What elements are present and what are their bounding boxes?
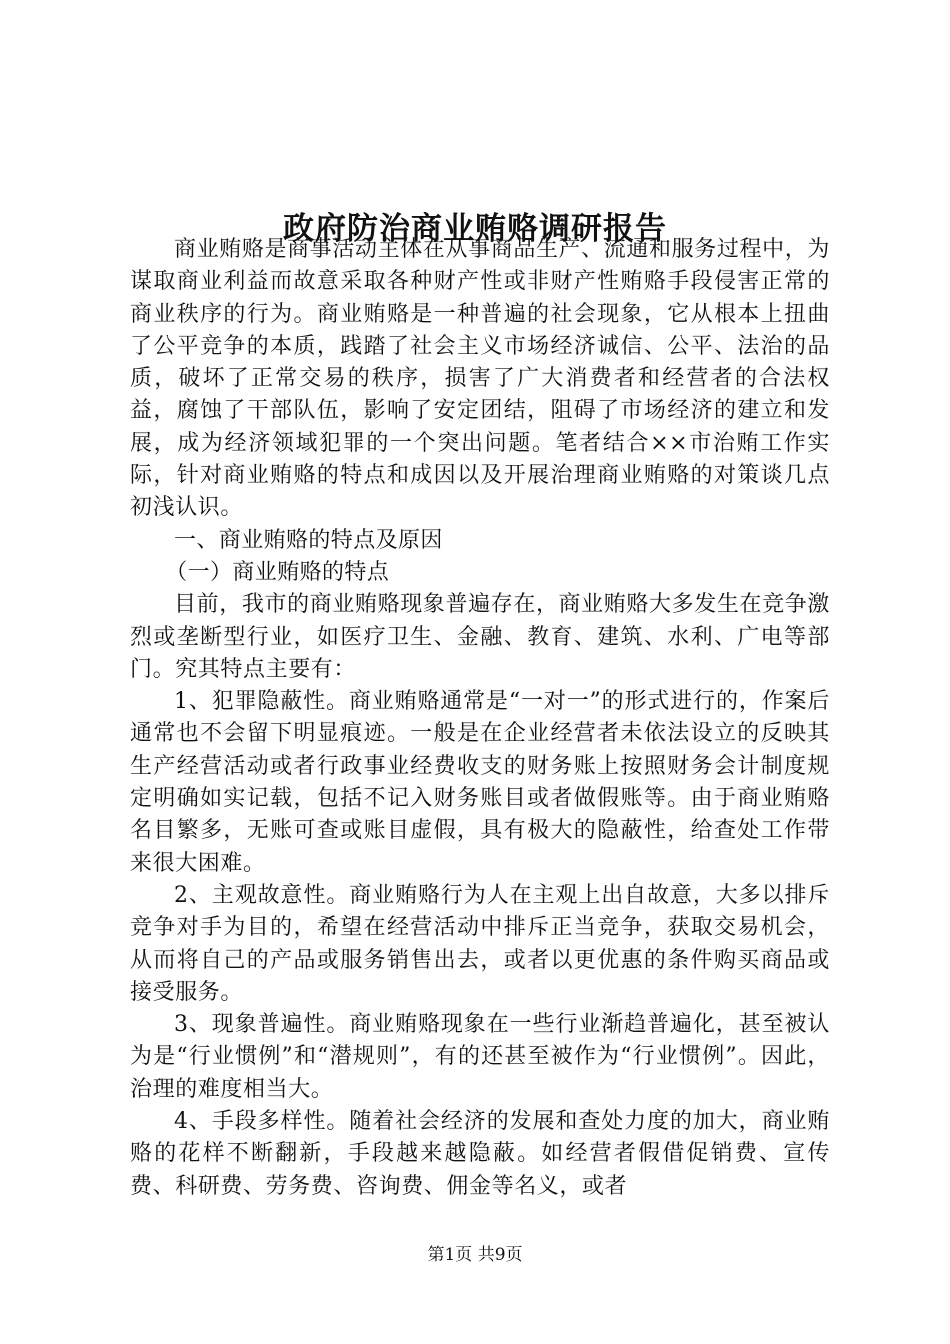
subsection-heading-1: （一）商业贿赂的特点 — [165, 559, 390, 585]
feature-paragraph-1: 1、犯罪隐蔽性。商业贿赂通常是“一对一”的形式进行的，作案后通常也不会留下明显痕迹。一般是在企业经营者未依法设立的反映其生产经营活动或者行政事业经费收支的财务账上按照财务会计制度规定明确如实记载，包括不记入财务账目或者做假账等。由于商业贿赂名目繁多，无账可查或账目虚假，具有极大的隐蔽性，给查处工作带来很大困难。 — [130, 689, 830, 876]
feature-paragraph-3: 3、现象普遍性。商业贿赂现象在一些行业渐趋普遍化，甚至被认为是“行业惯例”和“潜规则”，有的还甚至被作为“行业惯例”。因此，治理的难度相当大。 — [130, 1012, 830, 1102]
page-footer: 第1页 共9页 — [427, 1245, 523, 1265]
features-intro-paragraph: 目前，我市的商业贿赂现象普遍存在，商业贿赂大多发生在竞争激烈或垄断型行业，如医疗卫生、金融、教育、建筑、水利、广电等部门。究其特点主要有： — [130, 592, 830, 682]
document-body — [130, 234, 830, 1203]
section-heading-1: 一、商业贿赂的特点及原因 — [174, 527, 443, 553]
feature-paragraph-4: 4、手段多样性。随着社会经济的发展和查处力度的加大，商业贿赂的花样不断翻新，手段越来越隐蔽。如经营者假借促销费、宣传费、科研费、劳务费、咨询费、佣金等名义，或者 — [130, 1109, 830, 1199]
feature-paragraph-2: 2、主观故意性。商业贿赂行为人在主观上出自故意，大多以排斥竞争对手为目的，希望在经营活动中排斥正当竞争，获取交易机会，从而将自己的产品或服务销售出去，或者以更优惠的条件购买商品或接受服务。 — [130, 882, 830, 1005]
document-title: 政府防治商业贿赂调研报告 — [283, 210, 667, 247]
intro-paragraph: 商业贿赂是商事活动主体在从事商品生产、流通和服务过程中，为谋取商业利益而故意采取各种财产性或非财产性贿赂手段侵害正常的商业秩序的行为。商业贿赂是一种普遍的社会现象，它从根本上扭曲了公平竞争的本质，践踏了社会主义市场经济诚信、公平、法治的品质，破坏了正常交易的秩序，损害了广大消费者和经营者的合法权益，腐蚀了干部队伍，影响了安定团结，阻碍了市场经济的建立和发展，成为经济领域犯罪的一个突出问题。笔者结合××市治贿工作实际，针对商业贿赂的特点和成因以及开展治理商业贿赂的对策谈几点初浅认识。 — [130, 237, 830, 521]
